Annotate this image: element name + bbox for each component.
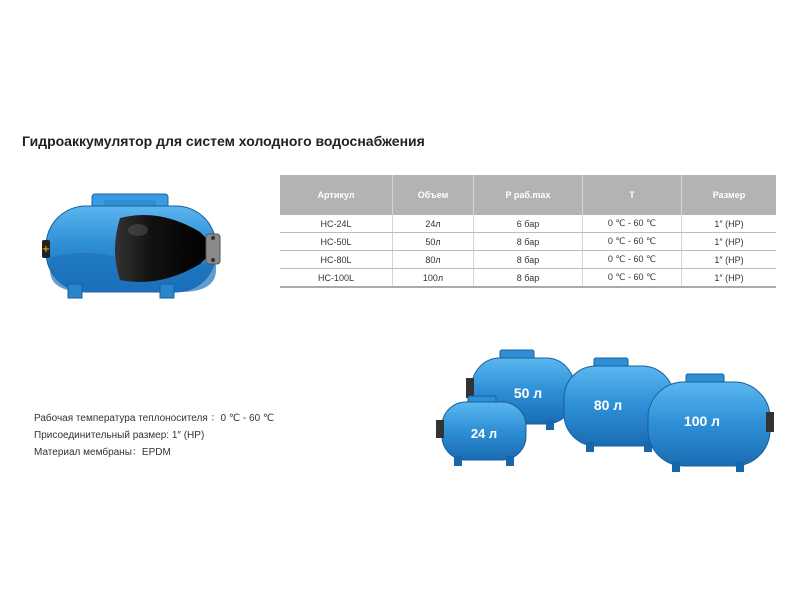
cell-volume: 100л <box>393 269 474 288</box>
table-header-row <box>280 175 776 215</box>
cell-volume: 80л <box>393 251 474 269</box>
connection-size-text: Присоединительный размер: 1″ (НР) <box>34 430 205 441</box>
svg-text:+: + <box>41 244 51 255</box>
cell-pressure: 8 бар <box>474 233 583 251</box>
cell-size: 1″ (НР) <box>682 251 777 269</box>
cell-size: 1″ (НР) <box>682 233 777 251</box>
col-header-temperature: T <box>583 175 682 215</box>
cell-article: HC-80L <box>280 251 393 269</box>
tank-family-image <box>430 340 780 475</box>
table-row <box>280 233 776 251</box>
tank-cutaway-image <box>40 188 230 303</box>
cell-temperature: 0 ℃ - 60 ℃ <box>583 233 682 251</box>
tank-100l <box>648 374 774 472</box>
tank-50l-label: 50 л <box>513 385 543 401</box>
cell-article: HC-100L <box>280 269 393 288</box>
cell-article: HC-50L <box>280 233 393 251</box>
working-temperature-text: Рабочая температура теплоносителя ：0 ℃ - 60 ℃ <box>34 413 275 424</box>
cell-temperature: 0 ℃ - 60 ℃ <box>583 251 682 269</box>
col-header-pressure: P раб.max <box>474 175 583 215</box>
tank-24l-label: 24 л <box>470 426 498 441</box>
cell-pressure: 8 бар <box>474 251 583 269</box>
tank-100l-label: 100 л <box>683 413 721 429</box>
cell-temperature: 0 ℃ - 60 ℃ <box>583 269 682 288</box>
cell-volume: 24л <box>393 215 474 233</box>
col-header-article: Артикул <box>280 175 393 215</box>
table-row <box>280 269 776 288</box>
table-row <box>280 251 776 269</box>
spec-table <box>280 175 776 288</box>
col-header-volume: Объем <box>393 175 474 215</box>
table-row <box>280 215 776 233</box>
cell-size: 1″ (НР) <box>682 269 777 288</box>
tank-24l <box>436 396 526 466</box>
cell-article: HC-24L <box>280 215 393 233</box>
col-header-size: Размер <box>682 175 777 215</box>
tank-80l-label: 80 л <box>593 397 623 413</box>
cell-temperature: 0 ℃ - 60 ℃ <box>583 215 682 233</box>
spec-notes <box>34 410 274 461</box>
cell-pressure: 6 бар <box>474 215 583 233</box>
page-title: Гидроаккумулятор для систем холодного водоснабжения <box>22 133 425 149</box>
cell-volume: 50л <box>393 233 474 251</box>
cell-size: 1″ (НР) <box>682 215 777 233</box>
cell-pressure: 8 бар <box>474 269 583 288</box>
membrane-material-text: Материал мембраны：EPDM <box>34 447 171 458</box>
